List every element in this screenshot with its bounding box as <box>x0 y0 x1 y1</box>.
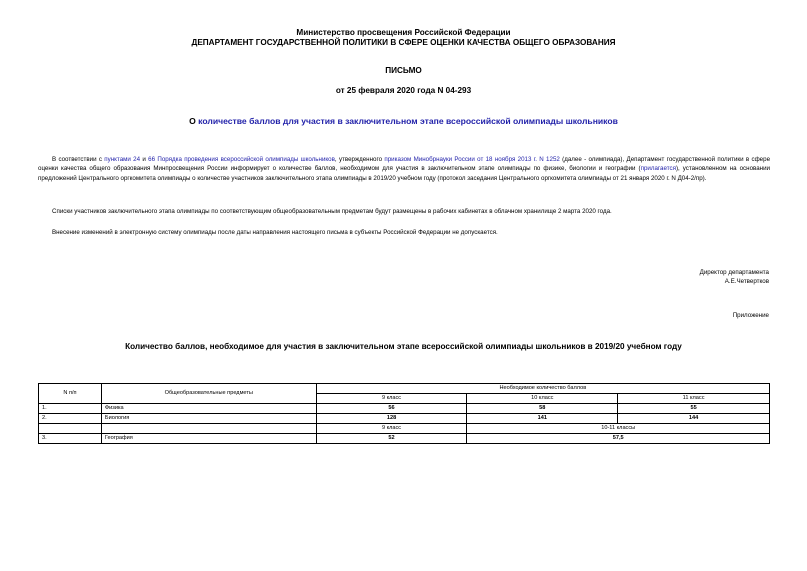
header-grade-11: 11 класс <box>618 394 770 404</box>
department-name: ДЕПАРТАМЕНТ ГОСУДАРСТВЕННОЙ ПОЛИТИКИ В СФЕРЕ ОЦЕНКИ КАЧЕСТВА ОБЩЕГО ОБРАЗОВАНИЯ <box>191 38 616 47</box>
subheader-grade-10-11: 10-11 классы <box>467 424 770 434</box>
letter-subject <box>0 116 807 126</box>
paragraph-3 <box>38 228 770 237</box>
signature-block <box>700 268 769 286</box>
signer-name: А.Е.Четвертков <box>724 278 769 285</box>
signer-title: Директор департамента <box>699 269 769 276</box>
row-grade-11-points: 55 <box>618 404 770 414</box>
link-attachment[interactable]: прилагается <box>640 165 676 173</box>
document-date-number: от 25 февраля 2020 года N 04-293 <box>335 86 472 95</box>
row-grade-9-points: 56 <box>316 404 467 414</box>
document-type: ПИСЬМО <box>385 66 422 75</box>
header-grade-9: 9 класс <box>316 394 467 404</box>
table-row <box>39 434 770 444</box>
p1-text-3: , утвержденного <box>334 156 385 163</box>
p1-text-1: В соответствии с <box>52 156 105 163</box>
paragraph-2 <box>38 207 770 216</box>
p2-text: Списки участников заключительного этапа олимпиады по соответствующим общеобразовательным предметам будут размещены в рабочих кабинетах в облачном хранилище 2 марта 2020 года. <box>52 208 612 215</box>
row-number: 2. <box>39 414 102 424</box>
ministry-name: Министерство просвещения Российской Федерации <box>296 28 511 37</box>
header-grade-10: 10 класс <box>467 394 618 404</box>
appendix-label: Приложение <box>732 312 769 319</box>
subheader-grade-9: 9 класс <box>316 424 467 434</box>
row-subject: География <box>101 434 316 444</box>
table-row <box>39 404 770 414</box>
row-grade-10-points: 58 <box>467 404 618 414</box>
row-subject: Физика <box>101 404 316 414</box>
table-header-row <box>39 384 770 394</box>
row-number: 1. <box>39 404 102 414</box>
subject-prefix: О <box>189 116 199 126</box>
row-subject: Биология <box>101 414 316 424</box>
points-table <box>38 383 770 444</box>
p3-text: Внесение изменений в электронную систему олимпиады после даты направления настоящего письма в субъекты Российской Федерации не допускается. <box>52 229 498 236</box>
row-grade-9-points: 52 <box>316 434 467 444</box>
row-grade-10-11-points: 57,5 <box>467 434 770 444</box>
link-order[interactable]: приказом Минобрнауки России от 18 ноября 2013 г. N 1252 <box>384 156 560 163</box>
header-subject: Общеобразовательные предметы <box>101 384 316 404</box>
link-item-24[interactable]: пунктами 24 <box>104 156 141 163</box>
table-subheader-row <box>39 424 770 434</box>
table-row <box>39 414 770 424</box>
p1-text-4: (далее - олимпиада), Департамент государственной политики в сфере оценки качества общего образования Минпросвещения России информирует о количестве баллов, необходимом для участия в заключительном этапе олимпиады по физике, биологии и географии ( <box>38 156 771 173</box>
row-grade-11-points: 144 <box>618 414 770 424</box>
header-points: Необходимое количество баллов <box>316 384 769 394</box>
p1-text-2: и <box>140 156 149 163</box>
paragraph-1 <box>38 155 770 183</box>
subject-link[interactable]: количестве баллов для участия в заключительном этапе всероссийской олимпиады школьников <box>198 116 618 126</box>
link-procedure[interactable]: 66 Порядка проведения всероссийской олимпиады школьников <box>148 156 335 163</box>
p1-text-5: ), установленном на основании предложений Центрального оргкомитета олимпиады о количестве участников заключительного этапа олимпиады в 2019/20 учебном году (протокол заседания Центрального оргкомитета олимпиады от 21 января 2020 г. N Д04-2/пр). <box>38 165 770 182</box>
table-title: Количество баллов, необходимое для участия в заключительном этапе всероссийской олимпиады школьников в 2019/20 учебном году <box>125 342 682 351</box>
row-grade-9-points: 128 <box>316 414 467 424</box>
header-number: N п/п <box>39 384 102 404</box>
row-number: 3. <box>39 434 102 444</box>
row-grade-10-points: 141 <box>467 414 618 424</box>
